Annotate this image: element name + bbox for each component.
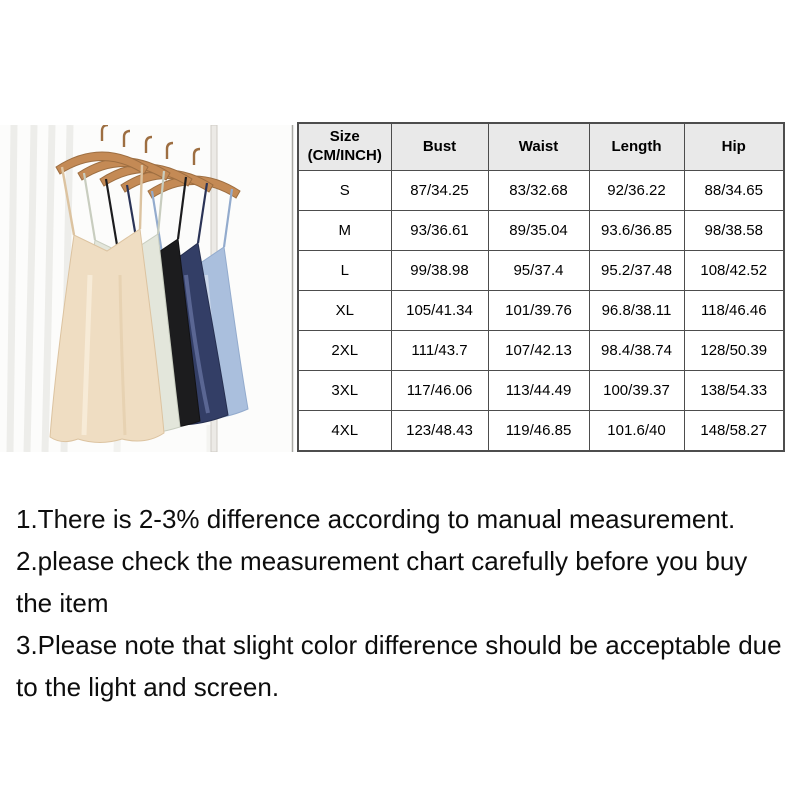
table-cell: 92/36.22 bbox=[589, 171, 684, 211]
table-cell: 98/38.58 bbox=[684, 211, 784, 251]
size-label: 2XL bbox=[298, 331, 391, 371]
table-cell: 83/32.68 bbox=[488, 171, 589, 211]
col-header-size: Size (CM/INCH) bbox=[298, 123, 391, 171]
table-cell: 98.4/38.74 bbox=[589, 331, 684, 371]
col-header-length: Length bbox=[589, 123, 684, 171]
table-cell: 113/44.49 bbox=[488, 371, 589, 411]
table-cell: 95/37.4 bbox=[488, 251, 589, 291]
col-header-hip: Hip bbox=[684, 123, 784, 171]
measurement-notes bbox=[16, 498, 790, 708]
table-cell: 119/46.85 bbox=[488, 411, 589, 452]
table-row-3xl bbox=[298, 371, 784, 411]
note-1: 1.There is 2-3% difference according to manual measurement. bbox=[16, 504, 736, 534]
table-cell: 128/50.39 bbox=[684, 331, 784, 371]
table-cell: 105/41.34 bbox=[391, 291, 488, 331]
size-label: 3XL bbox=[298, 371, 391, 411]
table-cell: 107/42.13 bbox=[488, 331, 589, 371]
col-header-bust: Bust bbox=[391, 123, 488, 171]
table-cell: 138/54.33 bbox=[684, 371, 784, 411]
table-cell: 95.2/37.48 bbox=[589, 251, 684, 291]
size-label: L bbox=[298, 251, 391, 291]
table-cell: 148/58.27 bbox=[684, 411, 784, 452]
table-cell: 123/48.43 bbox=[391, 411, 488, 452]
table-cell: 111/43.7 bbox=[391, 331, 488, 371]
table-row-s bbox=[298, 171, 784, 211]
size-label: XL bbox=[298, 291, 391, 331]
table-cell: 89/35.04 bbox=[488, 211, 589, 251]
product-photo bbox=[0, 125, 295, 452]
size-chart-table bbox=[297, 122, 785, 452]
note-2: 2.please check the measurement chart carefully before you buy the item bbox=[16, 546, 748, 618]
table-cell: 118/46.46 bbox=[684, 291, 784, 331]
note-3: 3.Please note that slight color difference should be acceptable due to the light and screen. bbox=[16, 630, 782, 702]
table-cell: 87/34.25 bbox=[391, 171, 488, 211]
table-row-4xl bbox=[298, 411, 784, 452]
dresses-illustration bbox=[0, 125, 295, 452]
table-cell: 117/46.06 bbox=[391, 371, 488, 411]
table-cell: 108/42.52 bbox=[684, 251, 784, 291]
table-cell: 101/39.76 bbox=[488, 291, 589, 331]
size-label: M bbox=[298, 211, 391, 251]
table-cell: 88/34.65 bbox=[684, 171, 784, 211]
table-header-row bbox=[298, 123, 784, 171]
table-row-xl bbox=[298, 291, 784, 331]
col-header-waist: Waist bbox=[488, 123, 589, 171]
table-cell: 96.8/38.11 bbox=[589, 291, 684, 331]
size-label: S bbox=[298, 171, 391, 211]
table-row-2xl bbox=[298, 331, 784, 371]
table-cell: 99/38.98 bbox=[391, 251, 488, 291]
table-cell: 93/36.61 bbox=[391, 211, 488, 251]
table-cell: 93.6/36.85 bbox=[589, 211, 684, 251]
size-label: 4XL bbox=[298, 411, 391, 452]
table-row-m bbox=[298, 211, 784, 251]
table-cell: 101.6/40 bbox=[589, 411, 684, 452]
table-cell: 100/39.37 bbox=[589, 371, 684, 411]
table-row-l bbox=[298, 251, 784, 291]
